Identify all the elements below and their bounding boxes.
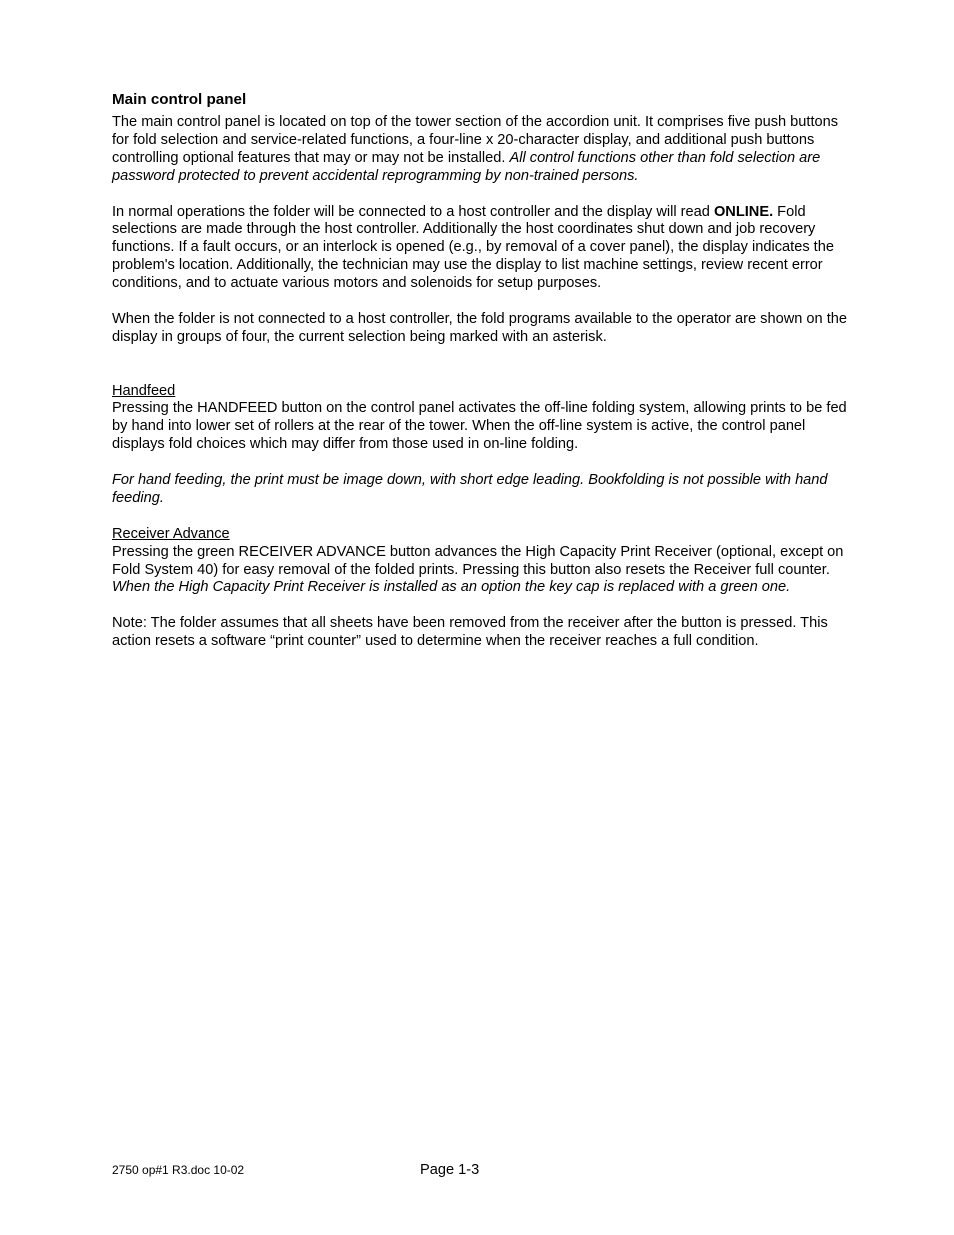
online-text: In normal operations the folder will be connected to a host controller and the display will read (112, 203, 714, 220)
offline-paragraph: When the folder is not connected to a host controller, the fold programs available to the operator are shown on the display in groups of four, the current selection being marked with an asterisk. (112, 310, 847, 345)
handfeed-italic-note: For hand feeding, the print must be image down, with short edge leading. Bookfolding is not possible with hand feeding. (112, 472, 828, 506)
online-paragraph (112, 204, 847, 294)
receiver-note-paragraph: Note: The folder assumes that all sheets have been removed from the receiver after the button is pressed. This action resets a software “print counter” used to determine when the receiver reaches a full condition. (112, 615, 828, 650)
intro-italic-note: All control functions other than fold selection are password protected to prevent accidental reprogramming by non-trained persons. (112, 149, 821, 184)
document-body (112, 90, 847, 669)
handfeed-text: Pressing the HANDFEED button on the control panel activates the off-line folding system, allowing prints to be fed by hand into lower set of rollers at the rear of the tower. When the off-line system is active, the control panel displays fold choices which may differ from those used in on-line folding. (112, 400, 847, 453)
footer-page-number: Page 1-3 (420, 1162, 480, 1178)
intro-paragraph (112, 114, 847, 186)
handfeed-block (112, 383, 847, 455)
receiver-advance-block (112, 526, 847, 598)
handfeed-note (112, 472, 847, 508)
receiver-advance-text: Pressing the green RECEIVER ADVANCE button advances the High Capacity Print Receiver (optional, except on Fold System 40) for easy removal of the folded prints. Pressing this button also resets the Receiver full counter. (112, 543, 844, 578)
section-heading: Main control panel (112, 91, 247, 108)
handfeed-subheading: Handfeed (112, 382, 176, 399)
intro-text: The main control panel is located on top of the tower section of the accordion unit. It comprises five push buttons for fold selection and service-related functions, a four-line x 20-character display, and additional push buttons controlling optional features that may or may not be installed. (112, 114, 839, 166)
online-status-word: ONLINE. (713, 203, 774, 220)
receiver-advance-subheading: Receiver Advance (112, 525, 230, 542)
footer-doc-id: 2750 op#1 R3.doc 10-02 (112, 1163, 245, 1177)
receiver-advance-italic-note: When the High Capacity Print Receiver is installed as an option the key cap is replaced with a green one. (112, 579, 791, 596)
online-rest-text: Fold selections are made through the host controller. Additionally the host coordinates shut down and job recovery functions. If a fault occurs, or an interlock is opened (e.g., by removal of a cover panel), the display indicates the problem's location. Additionally, the technician may use the display to list machine settings, review recent error conditions, and to actuate various motors and solenoids for setup purposes. (112, 203, 834, 292)
